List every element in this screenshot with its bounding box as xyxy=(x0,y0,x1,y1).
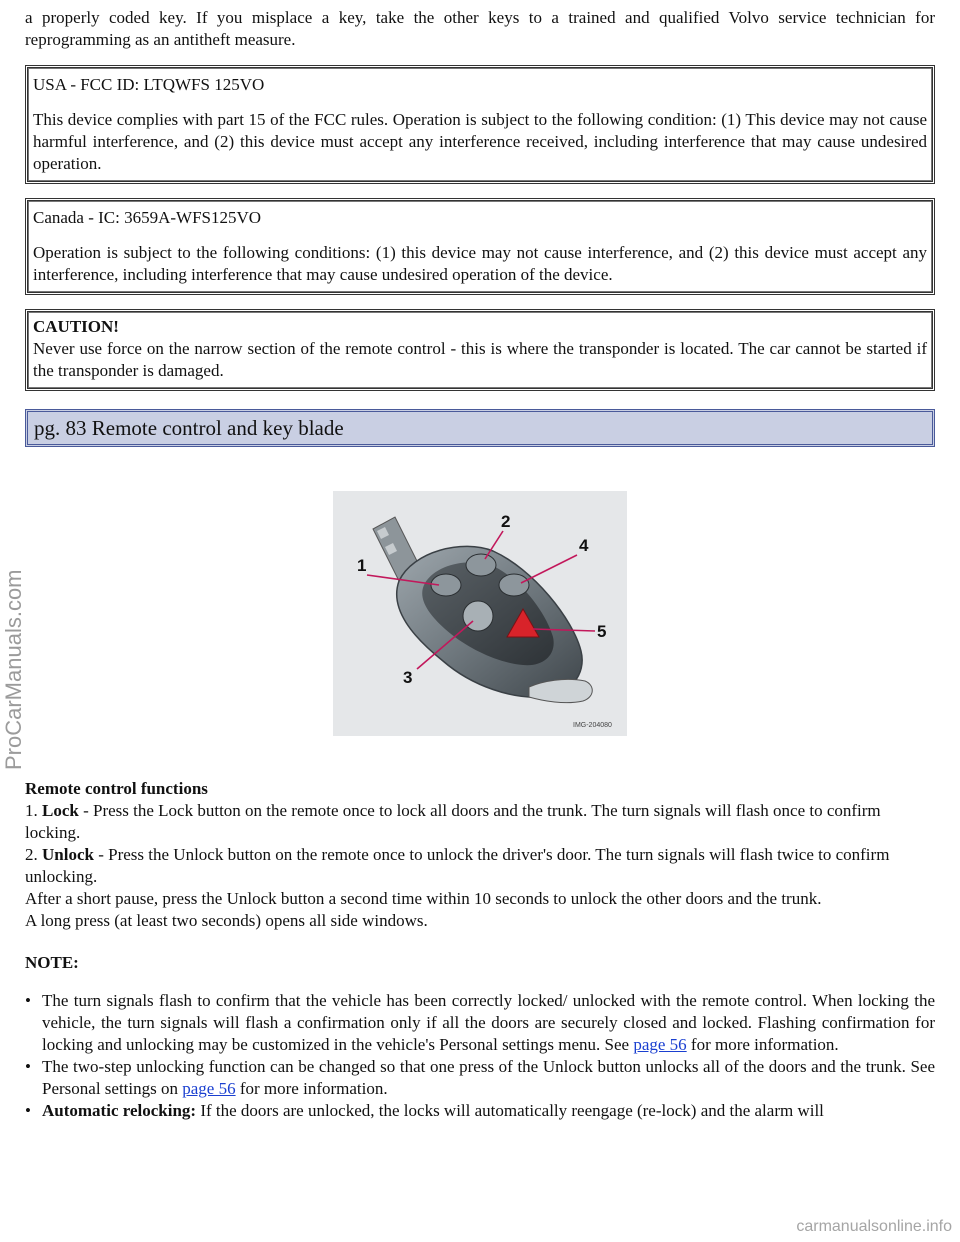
remote-functions-title: Remote control functions xyxy=(25,779,208,798)
note-text: The turn signals flash to confirm that the vehicle has been correctly locked/ unlocked with the remote control. When locking the vehicle, the turn signals will flash a confirmation only if all the doors are securely closed and locked. Flashing confirmation for locking and unlocking may be customized in the vehicle's Personal settings menu. See xyxy=(42,991,935,1054)
item-number: 1. xyxy=(25,801,38,820)
caution-box xyxy=(25,309,935,391)
image-code: IMG-204080 xyxy=(573,722,612,729)
unlock-button xyxy=(466,554,496,576)
note-text: for more information. xyxy=(235,1079,388,1098)
ic-text: Operation is subject to the following conditions: (1) this device may not cause interference, and (2) this device must accept any interference, including interference that may cause undesired operation of the device. xyxy=(33,243,927,284)
watermark-left: ProCarManuals.com xyxy=(1,569,26,770)
unlock-label: Unlock xyxy=(42,845,94,864)
lock-description: - Press the Lock button on the remote once to lock all doors and the trunk. The turn signals will flash once to confirm locking. xyxy=(25,801,881,842)
remote-functions-section xyxy=(25,778,935,932)
bullet: • xyxy=(25,1057,31,1076)
caution-heading: CAUTION! xyxy=(33,317,119,336)
remote-key-illustration xyxy=(333,491,627,736)
fcc-notice-box xyxy=(25,65,935,184)
ic-id-line: Canada - IC: 3659A-WFS125VO xyxy=(33,208,262,227)
note-list xyxy=(25,990,935,1122)
page-56-link[interactable]: page 56 xyxy=(182,1079,236,1098)
fcc-text: This device complies with part 15 of the FCC rules. Operation is subject to the following condition: (1) This device may not cause harmful interference, and (2) this device must accept any interference received, including interference that may cause undesired operation. xyxy=(33,110,927,173)
auto-relock-label: Automatic relocking: xyxy=(42,1101,197,1120)
note-text: If the doors are unlocked, the locks will automatically reengage (re-lock) and the alarm will xyxy=(196,1101,824,1120)
ic-notice-box xyxy=(25,198,935,295)
callout-5: 5 xyxy=(597,622,607,641)
list-item xyxy=(25,990,935,1056)
note-label: NOTE: xyxy=(25,953,79,972)
fcc-id-line: USA - FCC ID: LTQWFS 125VO xyxy=(33,75,265,94)
intro-paragraph: a properly coded key. If you misplace a key, take the other keys to a trained and qualified Volvo service technician for reprogramming as an antitheft measure. xyxy=(25,8,935,49)
callout-2: 2 xyxy=(501,512,511,531)
note-text: The two-step unlocking function can be changed so that one press of the Unlock button unlocks all of the doors and the trunk. See Personal settings on xyxy=(42,1057,935,1098)
lock-label: Lock xyxy=(42,801,79,820)
bullet: • xyxy=(25,1101,31,1120)
unlock-description: - Press the Unlock button on the remote once to unlock the driver's door. The turn signals will flash twice to confirm unlocking. xyxy=(25,845,890,886)
page-56-link[interactable]: page 56 xyxy=(633,1035,687,1054)
callout-1: 1 xyxy=(357,556,367,575)
function-item-unlock xyxy=(25,844,935,888)
function-item-lock xyxy=(25,800,935,844)
callout-4: 4 xyxy=(579,536,589,555)
callout-3: 3 xyxy=(403,668,413,687)
watermark-bottom: carmanualsonline.info xyxy=(796,1218,952,1235)
list-item xyxy=(25,1056,935,1100)
bullet: • xyxy=(25,991,31,1010)
list-item xyxy=(25,1100,935,1122)
unlock-second-press: After a short pause, press the Unlock button a second time within 10 seconds to unlock the other doors and the trunk. xyxy=(25,889,822,908)
item-number: 2. xyxy=(25,845,38,864)
manual-page xyxy=(25,7,935,1122)
note-text: for more information. xyxy=(686,1035,839,1054)
trunk-button xyxy=(499,574,529,596)
section-heading: pg. 83 Remote control and key blade xyxy=(25,409,935,447)
remote-control-figure xyxy=(333,491,627,736)
caution-text: Never use force on the narrow section of the remote control - this is where the transponder is located. The car cannot be started if the transponder is damaged. xyxy=(33,339,927,380)
long-press-info: A long press (at least two seconds) opens all side windows. xyxy=(25,911,428,930)
